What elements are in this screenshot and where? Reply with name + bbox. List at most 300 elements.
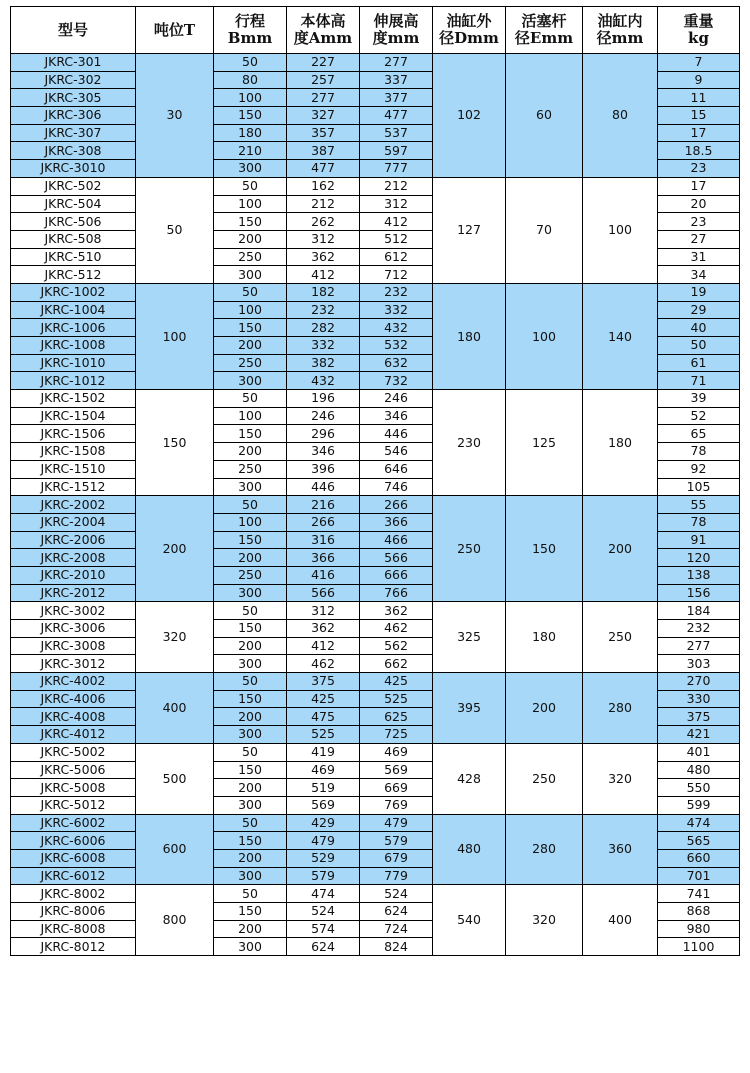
weight-cell: 27 (658, 230, 740, 248)
header-model: 型号 (11, 7, 136, 54)
weight-cell: 71 (658, 372, 740, 390)
body-height-cell: 312 (287, 230, 360, 248)
extended-height-cell: 669 (360, 779, 433, 797)
stroke-cell: 50 (214, 602, 287, 620)
outer-diameter-cell: 325 (433, 602, 506, 673)
body-height-cell: 412 (287, 637, 360, 655)
model-cell: JKRC-305 (11, 89, 136, 107)
extended-height-cell: 779 (360, 867, 433, 885)
extended-height-cell: 546 (360, 443, 433, 461)
stroke-cell: 50 (214, 177, 287, 195)
extended-height-cell: 524 (360, 885, 433, 903)
model-cell: JKRC-3010 (11, 160, 136, 178)
extended-height-cell: 466 (360, 531, 433, 549)
weight-cell: 9 (658, 71, 740, 89)
model-cell: JKRC-8006 (11, 903, 136, 921)
extended-height-cell: 646 (360, 460, 433, 478)
weight-cell: 375 (658, 708, 740, 726)
rod-diameter-cell: 200 (506, 673, 583, 744)
model-cell: JKRC-6002 (11, 814, 136, 832)
extended-height-cell: 277 (360, 54, 433, 72)
model-cell: JKRC-8008 (11, 920, 136, 938)
weight-cell: 277 (658, 637, 740, 655)
table-row (11, 743, 740, 761)
model-cell: JKRC-6006 (11, 832, 136, 850)
table-row (11, 390, 740, 408)
tonnage-cell: 320 (136, 602, 214, 673)
weight-cell: 741 (658, 885, 740, 903)
body-height-cell: 419 (287, 743, 360, 761)
extended-height-cell: 666 (360, 566, 433, 584)
outer-diameter-cell: 428 (433, 743, 506, 814)
weight-cell: 61 (658, 354, 740, 372)
model-cell: JKRC-8002 (11, 885, 136, 903)
model-cell: JKRC-504 (11, 195, 136, 213)
weight-cell: 92 (658, 460, 740, 478)
extended-height-cell: 377 (360, 89, 433, 107)
body-height-cell: 396 (287, 460, 360, 478)
stroke-cell: 200 (214, 708, 287, 726)
stroke-cell: 300 (214, 867, 287, 885)
extended-height-cell: 679 (360, 849, 433, 867)
tonnage-cell: 800 (136, 885, 214, 956)
body-height-cell: 574 (287, 920, 360, 938)
extended-height-cell: 479 (360, 814, 433, 832)
model-cell: JKRC-5006 (11, 761, 136, 779)
extended-height-cell: 525 (360, 690, 433, 708)
stroke-cell: 300 (214, 796, 287, 814)
extended-height-cell: 625 (360, 708, 433, 726)
stroke-cell: 250 (214, 460, 287, 478)
extended-height-cell: 724 (360, 920, 433, 938)
model-cell: JKRC-1508 (11, 443, 136, 461)
model-cell: JKRC-1008 (11, 337, 136, 355)
weight-cell: 52 (658, 407, 740, 425)
weight-cell: 156 (658, 584, 740, 602)
outer-diameter-cell: 230 (433, 390, 506, 496)
extended-height-cell: 432 (360, 319, 433, 337)
stroke-cell: 50 (214, 54, 287, 72)
tonnage-cell: 500 (136, 743, 214, 814)
model-cell: JKRC-3006 (11, 620, 136, 638)
model-cell: JKRC-506 (11, 213, 136, 231)
body-height-cell: 282 (287, 319, 360, 337)
weight-cell: 105 (658, 478, 740, 496)
stroke-cell: 50 (214, 743, 287, 761)
tonnage-cell: 200 (136, 496, 214, 602)
stroke-cell: 200 (214, 637, 287, 655)
stroke-cell: 150 (214, 832, 287, 850)
body-height-cell: 387 (287, 142, 360, 160)
model-cell: JKRC-3012 (11, 655, 136, 673)
inner-diameter-cell: 280 (583, 673, 658, 744)
weight-cell: 303 (658, 655, 740, 673)
extended-height-cell: 725 (360, 726, 433, 744)
stroke-cell: 100 (214, 301, 287, 319)
table-row (11, 496, 740, 514)
header-extended-height: 伸展高 度mm (360, 7, 433, 54)
extended-height-cell: 477 (360, 107, 433, 125)
extended-height-cell: 332 (360, 301, 433, 319)
tonnage-cell: 30 (136, 54, 214, 178)
outer-diameter-cell: 480 (433, 814, 506, 885)
model-cell: JKRC-1010 (11, 354, 136, 372)
stroke-cell: 50 (214, 390, 287, 408)
table-row (11, 177, 740, 195)
weight-cell: 565 (658, 832, 740, 850)
weight-cell: 20 (658, 195, 740, 213)
model-cell: JKRC-512 (11, 266, 136, 284)
model-cell: JKRC-5008 (11, 779, 136, 797)
weight-cell: 78 (658, 443, 740, 461)
model-cell: JKRC-1506 (11, 425, 136, 443)
extended-height-cell: 579 (360, 832, 433, 850)
outer-diameter-cell: 250 (433, 496, 506, 602)
weight-cell: 660 (658, 849, 740, 867)
extended-height-cell: 469 (360, 743, 433, 761)
body-height-cell: 569 (287, 796, 360, 814)
body-height-cell: 366 (287, 549, 360, 567)
weight-cell: 11 (658, 89, 740, 107)
body-height-cell: 257 (287, 71, 360, 89)
extended-height-cell: 246 (360, 390, 433, 408)
stroke-cell: 150 (214, 620, 287, 638)
header-stroke: 行程 Bmm (214, 7, 287, 54)
model-cell: JKRC-2012 (11, 584, 136, 602)
model-cell: JKRC-2004 (11, 513, 136, 531)
extended-height-cell: 266 (360, 496, 433, 514)
weight-cell: 23 (658, 213, 740, 231)
model-cell: JKRC-306 (11, 107, 136, 125)
body-height-cell: 375 (287, 673, 360, 691)
extended-height-cell: 569 (360, 761, 433, 779)
weight-cell: 50 (658, 337, 740, 355)
weight-cell: 18.5 (658, 142, 740, 160)
extended-height-cell: 777 (360, 160, 433, 178)
weight-cell: 39 (658, 390, 740, 408)
weight-cell: 65 (658, 425, 740, 443)
stroke-cell: 300 (214, 655, 287, 673)
outer-diameter-cell: 395 (433, 673, 506, 744)
model-cell: JKRC-302 (11, 71, 136, 89)
stroke-cell: 200 (214, 779, 287, 797)
stroke-cell: 50 (214, 496, 287, 514)
stroke-cell: 100 (214, 89, 287, 107)
model-cell: JKRC-1012 (11, 372, 136, 390)
model-cell: JKRC-508 (11, 230, 136, 248)
table-row (11, 673, 740, 691)
stroke-cell: 200 (214, 549, 287, 567)
model-cell: JKRC-2010 (11, 566, 136, 584)
extended-height-cell: 537 (360, 124, 433, 142)
body-height-cell: 246 (287, 407, 360, 425)
model-cell: JKRC-2008 (11, 549, 136, 567)
stroke-cell: 80 (214, 71, 287, 89)
extended-height-cell: 425 (360, 673, 433, 691)
stroke-cell: 150 (214, 425, 287, 443)
weight-cell: 15 (658, 107, 740, 125)
stroke-cell: 150 (214, 903, 287, 921)
stroke-cell: 300 (214, 372, 287, 390)
inner-diameter-cell: 100 (583, 177, 658, 283)
extended-height-cell: 346 (360, 407, 433, 425)
model-cell: JKRC-6008 (11, 849, 136, 867)
extended-height-cell: 212 (360, 177, 433, 195)
model-cell: JKRC-2006 (11, 531, 136, 549)
extended-height-cell: 462 (360, 620, 433, 638)
inner-diameter-cell: 140 (583, 283, 658, 389)
table-row (11, 602, 740, 620)
weight-cell: 599 (658, 796, 740, 814)
table-row (11, 885, 740, 903)
weight-cell: 40 (658, 319, 740, 337)
body-height-cell: 266 (287, 513, 360, 531)
body-height-cell: 346 (287, 443, 360, 461)
weight-cell: 421 (658, 726, 740, 744)
stroke-cell: 50 (214, 814, 287, 832)
model-cell: JKRC-3002 (11, 602, 136, 620)
inner-diameter-cell: 80 (583, 54, 658, 178)
model-cell: JKRC-8012 (11, 938, 136, 956)
extended-height-cell: 662 (360, 655, 433, 673)
weight-cell: 19 (658, 283, 740, 301)
stroke-cell: 250 (214, 248, 287, 266)
stroke-cell: 150 (214, 213, 287, 231)
weight-cell: 55 (658, 496, 740, 514)
stroke-cell: 100 (214, 407, 287, 425)
stroke-cell: 200 (214, 849, 287, 867)
outer-diameter-cell: 180 (433, 283, 506, 389)
model-cell: JKRC-510 (11, 248, 136, 266)
extended-height-cell: 446 (360, 425, 433, 443)
header-body-height: 本体高 度Amm (287, 7, 360, 54)
model-cell: JKRC-6012 (11, 867, 136, 885)
extended-height-cell: 337 (360, 71, 433, 89)
stroke-cell: 210 (214, 142, 287, 160)
body-height-cell: 162 (287, 177, 360, 195)
stroke-cell: 180 (214, 124, 287, 142)
extended-height-cell: 632 (360, 354, 433, 372)
outer-diameter-cell: 540 (433, 885, 506, 956)
inner-diameter-cell: 200 (583, 496, 658, 602)
body-height-cell: 216 (287, 496, 360, 514)
table-row (11, 814, 740, 832)
extended-height-cell: 612 (360, 248, 433, 266)
stroke-cell: 150 (214, 531, 287, 549)
rod-diameter-cell: 320 (506, 885, 583, 956)
stroke-cell: 100 (214, 195, 287, 213)
extended-height-cell: 732 (360, 372, 433, 390)
body-height-cell: 624 (287, 938, 360, 956)
model-cell: JKRC-2002 (11, 496, 136, 514)
extended-height-cell: 512 (360, 230, 433, 248)
extended-height-cell: 562 (360, 637, 433, 655)
model-cell: JKRC-5012 (11, 796, 136, 814)
model-cell: JKRC-307 (11, 124, 136, 142)
body-height-cell: 312 (287, 602, 360, 620)
body-height-cell: 469 (287, 761, 360, 779)
body-height-cell: 296 (287, 425, 360, 443)
stroke-cell: 200 (214, 337, 287, 355)
body-height-cell: 479 (287, 832, 360, 850)
table-row (11, 54, 740, 72)
rod-diameter-cell: 280 (506, 814, 583, 885)
model-cell: JKRC-1002 (11, 283, 136, 301)
stroke-cell: 50 (214, 885, 287, 903)
body-height-cell: 212 (287, 195, 360, 213)
stroke-cell: 150 (214, 107, 287, 125)
body-height-cell: 232 (287, 301, 360, 319)
body-height-cell: 566 (287, 584, 360, 602)
weight-cell: 480 (658, 761, 740, 779)
spec-table (10, 6, 740, 956)
weight-cell: 474 (658, 814, 740, 832)
weight-cell: 1100 (658, 938, 740, 956)
tonnage-cell: 600 (136, 814, 214, 885)
model-cell: JKRC-3008 (11, 637, 136, 655)
extended-height-cell: 532 (360, 337, 433, 355)
model-cell: JKRC-4006 (11, 690, 136, 708)
body-height-cell: 579 (287, 867, 360, 885)
rod-diameter-cell: 125 (506, 390, 583, 496)
model-cell: JKRC-1510 (11, 460, 136, 478)
tonnage-cell: 50 (136, 177, 214, 283)
stroke-cell: 300 (214, 266, 287, 284)
body-height-cell: 425 (287, 690, 360, 708)
outer-diameter-cell: 102 (433, 54, 506, 178)
stroke-cell: 300 (214, 938, 287, 956)
body-height-cell: 382 (287, 354, 360, 372)
extended-height-cell: 766 (360, 584, 433, 602)
body-height-cell: 446 (287, 478, 360, 496)
body-height-cell: 262 (287, 213, 360, 231)
model-cell: JKRC-1004 (11, 301, 136, 319)
body-height-cell: 474 (287, 885, 360, 903)
extended-height-cell: 746 (360, 478, 433, 496)
body-height-cell: 475 (287, 708, 360, 726)
body-height-cell: 525 (287, 726, 360, 744)
extended-height-cell: 824 (360, 938, 433, 956)
model-cell: JKRC-1006 (11, 319, 136, 337)
body-height-cell: 277 (287, 89, 360, 107)
stroke-cell: 250 (214, 354, 287, 372)
inner-diameter-cell: 360 (583, 814, 658, 885)
weight-cell: 31 (658, 248, 740, 266)
model-cell: JKRC-301 (11, 54, 136, 72)
header-tonnage: 吨位T (136, 7, 214, 54)
model-cell: JKRC-1504 (11, 407, 136, 425)
model-cell: JKRC-4002 (11, 673, 136, 691)
header-row (11, 7, 740, 54)
model-cell: JKRC-5002 (11, 743, 136, 761)
body-height-cell: 524 (287, 903, 360, 921)
weight-cell: 120 (658, 549, 740, 567)
stroke-cell: 200 (214, 230, 287, 248)
weight-cell: 868 (658, 903, 740, 921)
stroke-cell: 250 (214, 566, 287, 584)
weight-cell: 91 (658, 531, 740, 549)
body-height-cell: 477 (287, 160, 360, 178)
stroke-cell: 300 (214, 160, 287, 178)
inner-diameter-cell: 400 (583, 885, 658, 956)
model-cell: JKRC-308 (11, 142, 136, 160)
weight-cell: 980 (658, 920, 740, 938)
stroke-cell: 200 (214, 920, 287, 938)
header-inner-diameter: 油缸内 径mm (583, 7, 658, 54)
body-height-cell: 529 (287, 849, 360, 867)
inner-diameter-cell: 250 (583, 602, 658, 673)
body-height-cell: 362 (287, 620, 360, 638)
stroke-cell: 300 (214, 726, 287, 744)
weight-cell: 184 (658, 602, 740, 620)
rod-diameter-cell: 150 (506, 496, 583, 602)
extended-height-cell: 232 (360, 283, 433, 301)
table-row (11, 283, 740, 301)
extended-height-cell: 566 (360, 549, 433, 567)
weight-cell: 23 (658, 160, 740, 178)
tonnage-cell: 100 (136, 283, 214, 389)
body-height-cell: 332 (287, 337, 360, 355)
stroke-cell: 150 (214, 690, 287, 708)
body-height-cell: 362 (287, 248, 360, 266)
weight-cell: 550 (658, 779, 740, 797)
weight-cell: 232 (658, 620, 740, 638)
model-cell: JKRC-502 (11, 177, 136, 195)
stroke-cell: 150 (214, 319, 287, 337)
body-height-cell: 316 (287, 531, 360, 549)
rod-diameter-cell: 100 (506, 283, 583, 389)
extended-height-cell: 412 (360, 213, 433, 231)
rod-diameter-cell: 250 (506, 743, 583, 814)
extended-height-cell: 312 (360, 195, 433, 213)
weight-cell: 78 (658, 513, 740, 531)
inner-diameter-cell: 180 (583, 390, 658, 496)
body-height-cell: 327 (287, 107, 360, 125)
stroke-cell: 50 (214, 673, 287, 691)
weight-cell: 330 (658, 690, 740, 708)
weight-cell: 34 (658, 266, 740, 284)
outer-diameter-cell: 127 (433, 177, 506, 283)
header-rod-diameter: 活塞杆 径Emm (506, 7, 583, 54)
header-weight: 重量 kg (658, 7, 740, 54)
extended-height-cell: 624 (360, 903, 433, 921)
weight-cell: 401 (658, 743, 740, 761)
tonnage-cell: 150 (136, 390, 214, 496)
tonnage-cell: 400 (136, 673, 214, 744)
extended-height-cell: 597 (360, 142, 433, 160)
body-height-cell: 462 (287, 655, 360, 673)
spec-body (11, 54, 740, 956)
rod-diameter-cell: 60 (506, 54, 583, 178)
header-outer-diameter: 油缸外 径Dmm (433, 7, 506, 54)
model-cell: JKRC-1512 (11, 478, 136, 496)
body-height-cell: 429 (287, 814, 360, 832)
weight-cell: 17 (658, 124, 740, 142)
weight-cell: 29 (658, 301, 740, 319)
weight-cell: 138 (658, 566, 740, 584)
stroke-cell: 100 (214, 513, 287, 531)
stroke-cell: 150 (214, 761, 287, 779)
stroke-cell: 300 (214, 478, 287, 496)
body-height-cell: 182 (287, 283, 360, 301)
weight-cell: 17 (658, 177, 740, 195)
rod-diameter-cell: 180 (506, 602, 583, 673)
body-height-cell: 412 (287, 266, 360, 284)
weight-cell: 7 (658, 54, 740, 72)
extended-height-cell: 362 (360, 602, 433, 620)
body-height-cell: 519 (287, 779, 360, 797)
rod-diameter-cell: 70 (506, 177, 583, 283)
